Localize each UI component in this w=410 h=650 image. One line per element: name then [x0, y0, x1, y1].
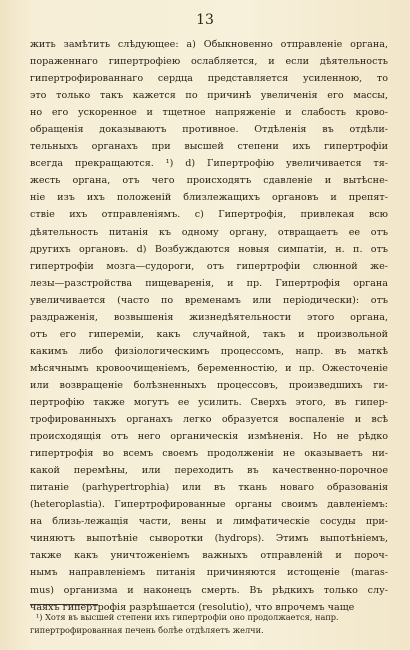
text-line: чиняютъ выпотѣніе сыворотки (hydrops). Этимъ выпотѣніемъ, [30, 533, 388, 545]
text-line: ніе изъ ихъ положеній близлежащихъ органовъ и препят- [30, 192, 388, 204]
text-line: происходящія отъ него органическія измѣненія. Но не рѣдко [30, 431, 388, 443]
text-line: дѣятельность питанія къ одному органу, отвращаетъ ее отъ [30, 226, 388, 238]
text-line: другихъ органовъ. d) Возбуждаются новыя симпатіи, н. п. отъ [30, 243, 388, 255]
footnote [30, 611, 388, 637]
page-number: 13 [196, 12, 214, 28]
text-line: гипертрофированнаго сердца представляется усиленною, то [30, 73, 388, 85]
footnote-line: ¹) Хотя въ высшей степени ихъ гипертрофіи оно продолжается, напр. [36, 612, 339, 622]
text-line: трофированныхъ органахъ легко образуется воспаленіе и всѣ [30, 414, 388, 426]
text-line: нымъ направленіемъ питанія причиняются истощеніе (maras- [30, 567, 388, 579]
text-line: пертрофію также могутъ ее усилить. Сверхъ этого, въ гипер- [30, 396, 388, 408]
text-line: гипертрофіи мозга—судороги, отъ гипертрофіи слюнной же- [30, 260, 388, 272]
text-line: на близь-лежащія части, вены и лимфатическіе сосуды при- [30, 516, 388, 528]
text-line: питаніе (parhypertrophia) или въ ткань новаго образованія [30, 482, 388, 494]
text-line: отъ его гипереміи, какъ случайной, такъ и произвольной [30, 328, 388, 340]
text-line: mus) организма и наконецъ смерть. Въ рѣдкихъ только слу- [30, 584, 388, 596]
text-line: жесть органа, отъ чего происходятъ сдавленіе и вытѣсне- [30, 175, 388, 187]
footnote-divider [30, 604, 98, 605]
text-line: гипертрофія во всемъ своемъ продолженіи не оказываетъ ни- [30, 448, 388, 460]
text-line: чаяхъ гипертрофія разрѣшается (resolutio), что впрочемъ чаще [30, 601, 355, 613]
text-line: жить замѣтить слѣдующее: a) Обыкновенно отправленіе органа, [30, 39, 388, 50]
text-line: мѣсячнымъ кровоочищеніемъ, беременностію, и пр. Ожесточеніе [30, 362, 388, 374]
text-line: (heteroplastia). Гипертрофированные органы своимъ давленіемъ: [30, 499, 388, 511]
text-line: но его ускоренное и тщетное напряженіе и слабость крово- [30, 107, 388, 119]
text-line: также какъ уничтоженіемъ важныхъ отправленій и пороч- [30, 550, 388, 562]
text-line: увеличивается (часто по временамъ или періодически): отъ [30, 294, 388, 306]
text-line: тельныхъ органахъ при высшей степени ихъ гипертрофіи [30, 141, 388, 153]
text-line: или возвращеніе болѣзненныхъ процессовъ, произведшихъ ги- [30, 379, 388, 391]
text-line: ствіе ихъ отправленіямъ. c) Гипертрофія, привлекая всю [30, 209, 388, 221]
text-line: какой перемѣны, или переходитъ въ качественно-порочное [30, 465, 388, 477]
text-line: пораженнаго гипертрофіею ослабляется, и если дѣятельность [30, 56, 388, 68]
text-line: лезы—разстройства пищеваренія, и пр. Гипертрофія органа [30, 277, 388, 289]
text-line: обращенія доказываютъ противное. Отдѣленія въ отдѣли- [30, 124, 388, 136]
text-line: это только такъ кажется по причинѣ увеличенія его массы, [30, 90, 388, 102]
body-text [30, 36, 388, 616]
text-line: раздраженія, возвышенія жизнедѣятельности этого органа, [30, 311, 388, 323]
text-line: какимъ либо физіологическимъ процессомъ, напр. въ маткѣ [30, 345, 388, 357]
footnote-line: гипертрофированная печень болѣе отдѣляетъ желчи. [30, 625, 264, 635]
text-line: всегда прекращаются. ¹) d) Гипертрофію увеличивается тя- [30, 158, 388, 170]
